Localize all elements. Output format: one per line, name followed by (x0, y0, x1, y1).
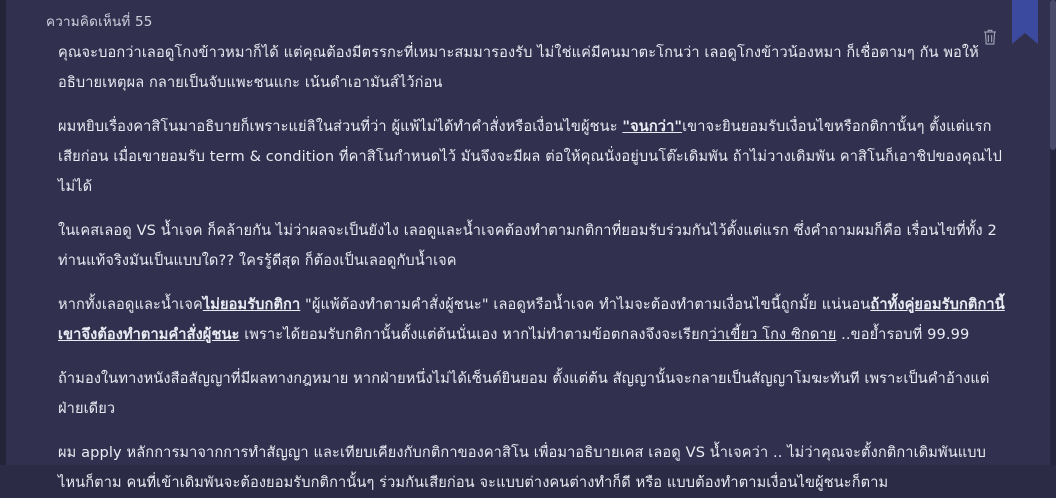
text-run-emphasis: ว่าเขี้ยว โกง ซิกดาย (708, 326, 837, 343)
text-run: ผมหยิบเรื่องคาสิโนมาอธิบายก็เพราะแย่ลิในส่วนที่ว่า ผู้แพ้ไม่ได้ทำคำสั่งหรือเงื่อนไขผู้ชนะ (58, 118, 623, 135)
comment-paragraph (58, 290, 1006, 350)
comment-number: ความคิดเห็นที่ 55 (46, 14, 153, 30)
text-run: เขาจะยินยอมรับเงื่อนไขหรือกติกานั้นๆ ตั้งแต่แรกเสียก่อน เมื่อเขายอมรับ term & condition ที่คาสิโนกำหนดไว้ มันจึงจะมีผล ต่อให้คุณนั่งอยู่บนโต๊ะเดิมพัน ถ้าไม่วางเดิมพัน คาสิโนก็เอาชิปของคุณไปไม่ได้ (58, 118, 1003, 195)
comment-paragraph (58, 38, 1006, 98)
text-run: หากทั้งเลอดูและน้ำเจค (58, 296, 203, 313)
text-run: เพราะได้ยอมรับกติกานั้นตั้งแต่ต้นนั่นเอง หากไม่ทำตามข้อตกลงจึงจะเรียก (239, 326, 709, 343)
text-run: ในเคสเลอดู VS น้ำเจค ก็คล้ายกัน ไม่ว่าผลจะเป็นยังไง เลอดูและน้ำเจคต้องทำตามกติกาที่ยอมรับร่วมกันไว้ตั้งแต่แรก ซึ่งคำถามผมก็คือ เรื่อนไขที่ทั้ง 2 ท่านแท้จริงมันเป็นแบบใด?? ใครรู้ดีสุด ก็ต้องเป็นเลอดูกับน้ำเจค (58, 222, 997, 269)
bookmark-icon[interactable] (1012, 0, 1038, 44)
comment-paragraph (58, 216, 1006, 276)
text-run: "ผู้แพ้ต้องทำตามคำสั่งผู้ชนะ" เลอดูหรือน้ำเจค ทำไมจะต้องทำตามเงื่อนไขนี้ถูกมั้ย แน่นอน (300, 296, 871, 313)
text-run: ..ขอย้ำรอบที่ 99.99 (836, 326, 970, 343)
comment-paragraph (58, 364, 1006, 424)
text-run-emphasis: "จนกว่า" (622, 118, 683, 135)
scrollbar-track[interactable] (1050, 0, 1056, 465)
comment-paragraph (58, 112, 1006, 202)
comment-header (46, 12, 1016, 38)
text-run: ผม apply หลักการมาจากการทำสัญญา และเทียบเคียงกับกติกาของคาสิโน เพื่อมาอธิบายเคส เลอดู VS น้ำเจคว่า .. ไม่ว่าคุณจะตั้งกติกาเดิมพันแบบไหนก็ตาม คนที่เข้าเดิมพันจะต้องยอมรับกติกานั้นๆ ร่วมกันเสียก่อน จะแบบต่างคนต่างทำก็ดี หรือ แบบต้องทำตามเงื่อนไขผู้ชนะก็ตาม (58, 444, 987, 491)
comment-paragraph (58, 438, 1006, 498)
text-run-emphasis: ไม่ยอมรับกติกา (202, 296, 301, 313)
comment-body (46, 38, 1016, 498)
text-run: คุณจะบอกว่าเลอดูโกงข้าวหมาก็ได้ แต่คุณต้องมีตรรกะที่เหมาะสมมารองรับ ไม่ใช่แค่มีคนมาตะโกนว่า เลอดูโกงข้าวน้องหมา ก็เชื่อตามๆ กัน พอให้อธิบายเหตุผล กลายเป็นจับแพะชนแกะ เน้นดำเอามันส์ไว้ก่อน (58, 44, 979, 91)
trash-icon[interactable] (982, 28, 998, 46)
scrollbar-thumb[interactable] (1050, 0, 1056, 150)
text-run-emphasis: ถ้าทั้งคู่ยอมรับกติกานี้ เขาจึงต้องทำตามคำสั่งผู้ชนะ (58, 296, 1005, 343)
text-run: ถ้ามองในทางหนังสือสัญญาที่มีผลทางกฎหมาย หากฝ่ายหนึ่งไม่ได้เซ็นต์ยินยอม ตั้งแต่ต้น สัญญานั้นจะกลายเป็นสัญญาโมฆะทันที เพราะเป็นคำอ้างแต่ฝ่ายเดียว (58, 370, 990, 417)
